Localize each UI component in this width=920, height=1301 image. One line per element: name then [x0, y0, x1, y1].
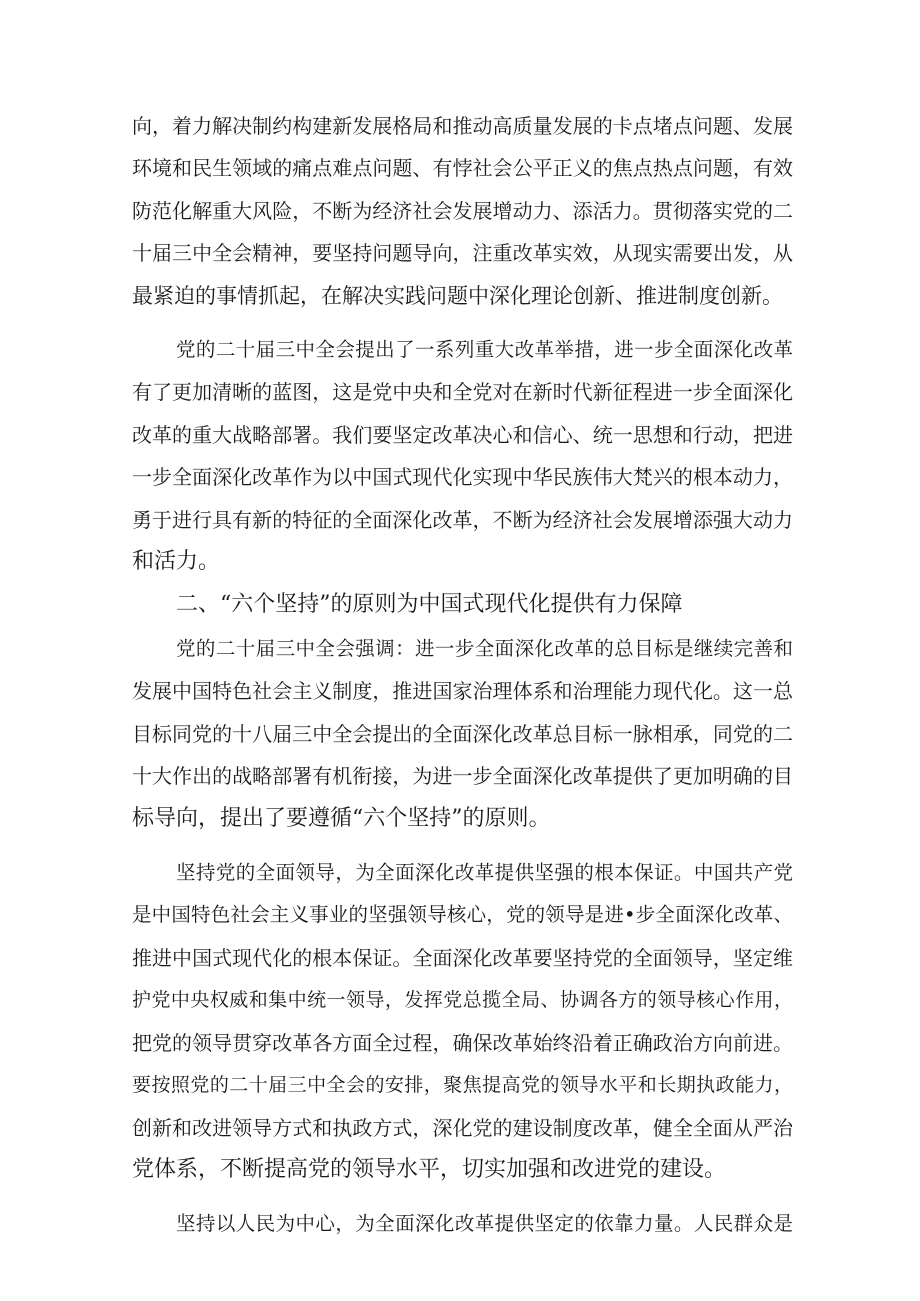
text-line: 防范化解重大风险，不断为经济社会发展增动力、添活力。贯彻落实党的二 [132, 199, 793, 223]
text-line: 最紧迫的事情抓起，在解决实践问题中深化理论创新、推进制度创新。 [132, 284, 783, 308]
text-line: 一步全面深化改革作为以中国式现代化实现中华民族伟大梵兴的根本动力， [132, 465, 793, 489]
text-line: 是中国特色社会主义事业的坚强领导核心，党的领导是进•步全面深化改革、 [132, 903, 793, 926]
text-line: 要按照党的二十届三中全会的安排，聚焦提高党的领导水平和长期执政能力， [132, 1074, 793, 1096]
text-line: 把党的领导贯穿改革各方面全过程，确保改革始终沿着正确政治方向前进。 [132, 1031, 793, 1055]
text-line: 改革的重大战略部署。我们要坚定改革决心和信心、统一思想和行动，把进 [132, 423, 793, 447]
text-line: 党体系，不断提高党的领导水平，切实加强和改进党的建设。 [132, 1157, 727, 1182]
text-line: 勇于进行具有新的特征的全面深化改革，不断为经济社会发展增添强大动力 [132, 508, 793, 532]
text-line: 创新和改进领导方式和执政方式，深化党的建设制度改革，健全全面从严治 [132, 1116, 793, 1140]
text-line: 党的二十届三中全会强调：进一步全面深化改革的总目标是继续完善和 [176, 637, 793, 660]
text-line: 坚持党的全面领导，为全面深化改革提供坚强的根本保证。中国共产党 [176, 861, 793, 884]
text-line: 十大作出的战略部署有机衔接，为进一步全面深化改革提供了更加明确的目 [132, 764, 793, 788]
text-line: 有了更加清晰的蓝图，这是党中央和全党对在新时代新征程进一步全面深化 [132, 380, 793, 404]
text-line: 党的二十届三中全会提出了一系列重大改革举措，进一步全面深化改革 [176, 338, 793, 361]
heading-line: 二、“六个坚持”的原则为中国式现代化提供有力保障 [176, 592, 683, 617]
text-line: 发展中国特色社会主义制度，推进国家治理体系和治理能力现代化。这一总 [132, 679, 793, 703]
text-line: 推进中国式现代化的根本保证。全面深化改革要坚持党的全面领导，坚定维 [132, 946, 793, 970]
text-line: 目标同党的十八届三中全会提出的全面深化改革总目标一脉相承，同党的二 [132, 722, 793, 746]
text-line: 环境和民生领域的痛点难点问题、有悖社会公平正义的焦点热点问题，有效 [132, 156, 793, 180]
text-line: 护党中央权威和集中统一领导，发挥党总揽全局、协调各方的领导核心作用， [132, 989, 793, 1011]
text-line: 向，着力解决制约构建新发展格局和推动高质量发展的卡点堵点问题、发展 [132, 114, 793, 138]
text-line: 标导向，提出了要遵循“六个坚持”的原则。 [132, 806, 551, 831]
text-line: 十届三中全会精神，要坚持问题导向，注重改革实效，从现实需要出发，从 [132, 241, 793, 265]
text-line: 和活力。 [132, 549, 221, 574]
text-line: 坚持以人民为中心，为全面深化改革提供坚定的依靠力量。人民群众是 [176, 1212, 793, 1235]
